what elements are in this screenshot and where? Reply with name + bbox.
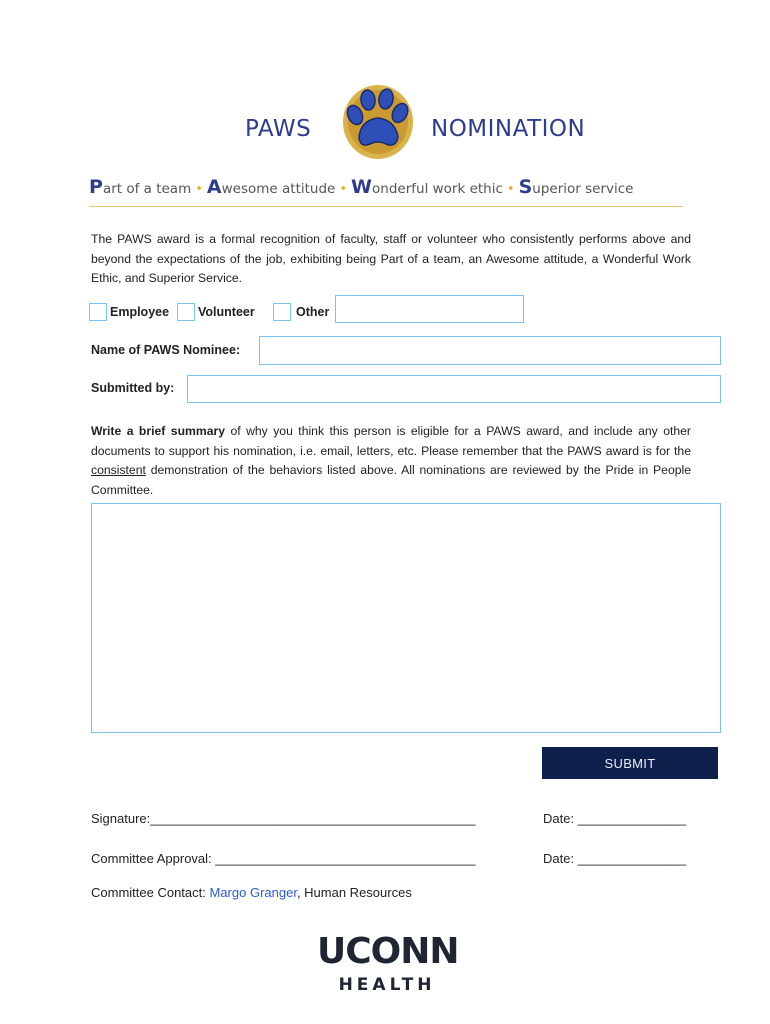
submit-button[interactable]: SUBMIT (542, 747, 718, 779)
summary-instructions (91, 422, 691, 500)
volunteer-checkbox[interactable] (177, 303, 195, 321)
summary-underlined: consistent (91, 463, 146, 477)
contact-link[interactable]: Margo Granger (209, 885, 297, 900)
tagline-w: W (351, 176, 373, 198)
tagline-sep: • (506, 182, 515, 197)
tagline-w-rest: onderful work ethic (372, 181, 503, 197)
signature-line: Signature:_____________________________________________ (91, 811, 476, 826)
submitted-by-label: Submitted by: (91, 381, 175, 395)
nominee-label: Name of PAWS Nominee: (91, 343, 241, 357)
contact-prefix: Committee Contact: (91, 885, 210, 900)
tagline-s: S (518, 176, 533, 198)
tagline-s-rest: uperior service (532, 181, 634, 197)
summary-text2: demonstration of the behaviors listed above. All nominations are reviewed by the Pride in People Committee. (91, 463, 691, 497)
signature-date: Date: _______________ (543, 811, 687, 826)
tagline (89, 176, 633, 198)
tagline-sep: • (339, 182, 348, 197)
contact-suffix: , Human Resources (296, 885, 412, 900)
summary-text1: of why you think this person is eligible for a PAWS award, and include any other documents to support his nomination, i.e. email, letters, etc. Please remember that the PAWS award is for the (91, 424, 691, 458)
committee-contact (91, 885, 412, 900)
uconn-logo: UCONN (317, 931, 459, 972)
paw-logo-icon (341, 82, 415, 160)
tagline-p: P (89, 176, 103, 198)
employee-label: Employee (110, 305, 170, 319)
summary-textarea[interactable] (91, 503, 721, 733)
employee-checkbox[interactable] (89, 303, 107, 321)
volunteer-label: Volunteer (198, 305, 255, 319)
health-logo: HEALTH (338, 975, 436, 995)
other-label: Other (296, 305, 330, 319)
tagline-a: A (206, 176, 222, 198)
tagline-a-rest: wesome attitude (221, 181, 336, 197)
approval-date: Date: _______________ (543, 851, 687, 866)
other-input[interactable] (335, 295, 524, 323)
summary-bold: Write a brief summary (91, 424, 225, 438)
intro-text: The PAWS award is a formal recognition of faculty, staff or volunteer who consistently performs above and beyond the expectations of the job, exhibiting being Part of a team, an Awesome attitude, a Wonderful Work Ethic, and Superior Service. (91, 232, 691, 285)
title-nomination: NOMINATION (431, 116, 586, 142)
tagline-sep: • (195, 182, 203, 197)
submitted-by-input[interactable] (187, 375, 721, 403)
title-paws: PAWS (245, 116, 312, 142)
divider (89, 206, 683, 207)
other-checkbox[interactable] (273, 303, 291, 321)
tagline-p-rest: art of a team (102, 181, 192, 197)
nominee-input[interactable] (259, 336, 721, 365)
approval-line: Committee Approval: ____________________________________ (91, 851, 476, 866)
